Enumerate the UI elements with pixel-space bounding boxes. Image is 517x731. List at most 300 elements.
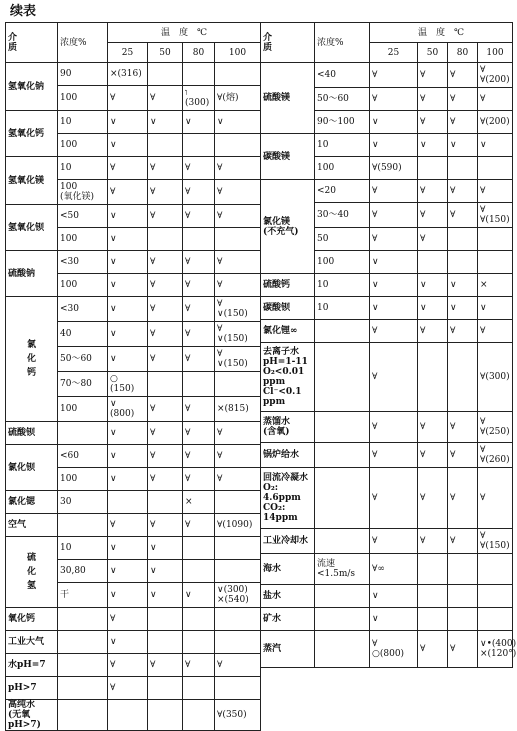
rating-cell: ∀ — [478, 468, 513, 529]
rating-cell: ∀ — [148, 274, 183, 297]
rating-cell: ∨ — [108, 205, 148, 228]
rating-cell: ∀(熔) — [215, 86, 261, 111]
rating-cell — [183, 63, 215, 86]
table-row — [261, 180, 513, 203]
rating-cell — [215, 677, 261, 700]
concentration-cell: 100 — [58, 274, 108, 297]
rating-cell: ∀ — [183, 468, 215, 491]
rating-cell: ∀ — [183, 157, 215, 180]
rating-cell: ∨ — [370, 608, 418, 631]
rating-cell: ∨ — [370, 251, 418, 274]
table-row — [261, 468, 513, 529]
rating-cell: ∀ — [148, 180, 183, 205]
concentration-cell — [315, 585, 370, 608]
rating-cell: ∨ — [448, 297, 478, 320]
concentration-cell: 干 — [58, 583, 108, 608]
rating-cell: ∀ — [183, 274, 215, 297]
rating-cell — [148, 700, 183, 731]
rating-cell: ∨•(400) ×(120°) — [478, 631, 513, 668]
rating-cell: ∀ — [183, 205, 215, 228]
table-row — [6, 608, 261, 631]
rating-cell: ∀ — [183, 514, 215, 537]
rating-cell: ∨ — [418, 297, 448, 320]
concentration-cell: 100 — [58, 468, 108, 491]
concentration-cell: 50～60 — [315, 88, 370, 111]
rating-cell — [183, 228, 215, 251]
concentration-cell: 90～100 — [315, 111, 370, 134]
rating-cell: ∨ — [148, 537, 183, 560]
concentration-cell: 10 — [315, 274, 370, 297]
rating-cell: ∀ — [215, 654, 261, 677]
rating-cell: ו (300) — [183, 86, 215, 111]
rating-cell: ∀ ○(800) — [370, 631, 418, 668]
rating-cell: ∀(590) — [370, 157, 418, 180]
rating-cell — [108, 491, 148, 514]
medium-cell: 氯化镁 (不充气) — [261, 180, 315, 274]
rating-cell — [148, 631, 183, 654]
rating-cell: ∀ — [418, 180, 448, 203]
rating-cell — [478, 228, 513, 251]
table-row — [261, 343, 513, 412]
rating-cell — [478, 554, 513, 585]
medium-cell: 氯化钡 — [6, 445, 58, 491]
header-temp-50: 50 — [418, 43, 448, 63]
rating-cell — [448, 251, 478, 274]
rating-cell: ∀ — [370, 412, 418, 443]
rating-cell — [183, 560, 215, 583]
rating-cell: ∀ — [148, 445, 183, 468]
medium-cell: pH>7 — [6, 677, 58, 700]
rating-cell: ×(316) — [108, 63, 148, 86]
table-row — [261, 443, 513, 468]
rating-cell — [215, 491, 261, 514]
table-row — [261, 554, 513, 585]
concentration-cell: 100 (氧化镁) — [58, 180, 108, 205]
rating-cell: ∨ (800) — [108, 397, 148, 422]
concentration-cell: 100 — [58, 134, 108, 157]
rating-cell: ∀ ∨(150) — [215, 297, 261, 322]
concentration-cell: 100 — [315, 157, 370, 180]
rating-cell: ∀ — [148, 514, 183, 537]
rating-cell: ∀ — [370, 180, 418, 203]
rating-cell — [418, 585, 448, 608]
table-row — [6, 297, 261, 322]
table-row — [6, 445, 261, 468]
rating-cell: ∀ — [148, 205, 183, 228]
rating-cell: ∀ — [418, 443, 448, 468]
rating-cell — [215, 134, 261, 157]
rating-cell: ∀(200) — [478, 111, 513, 134]
rating-cell — [418, 554, 448, 585]
table-row — [261, 63, 513, 88]
rating-cell: ∀ — [478, 88, 513, 111]
rating-cell: ∀ — [215, 468, 261, 491]
medium-vertical-label: 氯化钙 — [26, 340, 36, 378]
rating-cell: ∀ — [215, 251, 261, 274]
rating-cell — [148, 677, 183, 700]
rating-cell: ∀ ∀(250) — [478, 412, 513, 443]
rating-cell: ∀ — [183, 322, 215, 347]
rating-cell: ∨ — [148, 583, 183, 608]
rating-cell: ∀ — [370, 343, 418, 412]
rating-cell: ∀ — [215, 205, 261, 228]
right-corrosion-table — [260, 22, 517, 668]
medium-cell: 氢氧化镁 — [6, 157, 58, 205]
rating-cell: ∀ — [183, 422, 215, 445]
rating-cell: ∀ — [370, 63, 418, 88]
rating-cell: ∨ — [370, 274, 418, 297]
medium-cell: 锅炉给水 — [261, 443, 315, 468]
medium-cell: 工业冷却水 — [261, 529, 315, 554]
rating-cell: ∀ — [148, 654, 183, 677]
medium-cell: 回流冷凝水 O₂: 4.6ppm CO₂: 14ppm — [261, 468, 315, 529]
rating-cell: ∀ — [183, 347, 215, 372]
rating-cell: ∀ — [108, 180, 148, 205]
rating-cell: ∀ ∀(260) — [478, 443, 513, 468]
table-row — [6, 491, 261, 514]
rating-cell — [108, 700, 148, 731]
rating-cell: ∀ — [448, 180, 478, 203]
table-row — [261, 134, 513, 157]
table-row — [6, 63, 261, 86]
medium-cell: 矿水 — [261, 608, 315, 631]
table-row — [6, 111, 261, 134]
concentration-cell: 100 — [58, 86, 108, 111]
medium-cell: 氧化钙 — [6, 608, 58, 631]
rating-cell: ∨ — [215, 111, 261, 134]
concentration-cell — [58, 631, 108, 654]
rating-cell: ∀ — [183, 445, 215, 468]
rating-cell: ∨ — [108, 228, 148, 251]
header-medium: 介 质 — [6, 23, 58, 63]
rating-cell — [148, 372, 183, 397]
medium-cell: 盐水 — [261, 585, 315, 608]
rating-cell: ∀ ∀(150) — [478, 203, 513, 228]
rating-cell: ∀ — [418, 320, 448, 343]
medium-cell: 碳酸镁 — [261, 134, 315, 180]
rating-cell: ∀ — [108, 157, 148, 180]
rating-cell: ∨ — [478, 297, 513, 320]
table-row — [261, 274, 513, 297]
rating-cell: ∨ — [183, 583, 215, 608]
rating-cell: ∀ — [108, 514, 148, 537]
table-row — [261, 529, 513, 554]
rating-cell: ∨ — [108, 274, 148, 297]
concentration-cell: 100 — [58, 397, 108, 422]
rating-cell: ∀ — [418, 412, 448, 443]
concentration-cell — [315, 412, 370, 443]
rating-cell: ∀ — [448, 203, 478, 228]
rating-cell: ∀(300) — [478, 343, 513, 412]
header-temp-100: 100 — [215, 43, 261, 63]
rating-cell: ∀ — [183, 180, 215, 205]
medium-cell: 碳酸钡 — [261, 297, 315, 320]
rating-cell — [148, 491, 183, 514]
rating-cell — [448, 554, 478, 585]
rating-cell: ○ (150) — [108, 372, 148, 397]
rating-cell — [448, 157, 478, 180]
rating-cell — [215, 63, 261, 86]
rating-cell: ∨ — [370, 134, 418, 157]
rating-cell — [418, 157, 448, 180]
medium-cell: 水pH=7 — [6, 654, 58, 677]
rating-cell — [215, 228, 261, 251]
rating-cell — [448, 228, 478, 251]
header-temp-50: 50 — [148, 43, 183, 63]
concentration-cell — [315, 468, 370, 529]
rating-cell: ∨ — [183, 111, 215, 134]
concentration-cell — [315, 343, 370, 412]
rating-cell — [478, 251, 513, 274]
rating-cell: ∨ — [108, 560, 148, 583]
concentration-cell — [58, 514, 108, 537]
rating-cell: ∀ — [148, 347, 183, 372]
rating-cell — [183, 134, 215, 157]
rating-cell: ∀ — [448, 320, 478, 343]
medium-cell: 氢氧化钙 — [6, 111, 58, 157]
rating-cell: ∀ ∀(150) — [478, 529, 513, 554]
rating-cell: ∨ — [108, 347, 148, 372]
concentration-cell: 10 — [58, 537, 108, 560]
rating-cell: ∀ — [215, 445, 261, 468]
rating-cell: ∀ — [108, 608, 148, 631]
table-row — [261, 608, 513, 631]
medium-cell: 蒸汽 — [261, 631, 315, 668]
rating-cell: ∀ — [148, 297, 183, 322]
table-row — [6, 422, 261, 445]
rating-cell: ∀ — [418, 228, 448, 251]
medium-cell: 硫酸钡 — [6, 422, 58, 445]
rating-cell: ∀ — [183, 397, 215, 422]
medium-cell — [6, 537, 58, 608]
header-concentration: 浓度% — [315, 23, 370, 63]
medium-cell — [6, 297, 58, 422]
rating-cell: ∀ — [215, 180, 261, 205]
rating-cell: ∀ — [448, 412, 478, 443]
rating-cell — [478, 157, 513, 180]
rating-cell: ∀ ∨(150) — [215, 347, 261, 372]
rating-cell: ∨ — [478, 134, 513, 157]
rating-cell — [215, 372, 261, 397]
medium-cell: 硫酸钠 — [6, 251, 58, 297]
rating-cell: ∨ — [370, 585, 418, 608]
rating-cell: × — [478, 274, 513, 297]
rating-cell: ∀ — [418, 631, 448, 668]
rating-cell — [183, 700, 215, 731]
rating-cell — [418, 343, 448, 412]
table-row — [6, 654, 261, 677]
rating-cell: ∨ — [108, 322, 148, 347]
rating-cell: ∨ — [108, 111, 148, 134]
rating-cell — [478, 585, 513, 608]
rating-cell: ∀ — [418, 63, 448, 88]
rating-cell: ∀ — [478, 320, 513, 343]
concentration-cell: 30 — [58, 491, 108, 514]
rating-cell: ∀ — [183, 297, 215, 322]
rating-cell: ∨(300) ×(540) — [215, 583, 261, 608]
table-continued-heading: 续表 — [10, 4, 37, 19]
concentration-cell — [315, 631, 370, 668]
rating-cell — [215, 631, 261, 654]
medium-cell: 工业大气 — [6, 631, 58, 654]
rating-cell: ∨ — [108, 297, 148, 322]
concentration-cell: <20 — [315, 180, 370, 203]
rating-cell: ×(815) — [215, 397, 261, 422]
table-row — [6, 514, 261, 537]
rating-cell: ∀ — [215, 274, 261, 297]
concentration-cell: 10 — [58, 111, 108, 134]
rating-cell: ∀ — [448, 529, 478, 554]
concentration-cell — [315, 443, 370, 468]
rating-cell: ∀ — [448, 63, 478, 88]
medium-cell: 氯化锶 — [6, 491, 58, 514]
rating-cell — [448, 608, 478, 631]
rating-cell: ∨ — [448, 134, 478, 157]
rating-cell: ∀ — [370, 88, 418, 111]
table-row — [6, 251, 261, 274]
rating-cell: ∨ — [108, 631, 148, 654]
rating-cell: ∀ — [215, 157, 261, 180]
rating-cell — [215, 537, 261, 560]
rating-cell — [148, 134, 183, 157]
medium-cell: 空气 — [6, 514, 58, 537]
rating-cell: ∨ — [148, 111, 183, 134]
header-temperature: 温 度 ℃ — [108, 23, 261, 43]
concentration-cell: 50～60 — [58, 347, 108, 372]
table-row — [261, 631, 513, 668]
rating-cell — [148, 608, 183, 631]
concentration-cell — [315, 320, 370, 343]
rating-cell: ∀ — [418, 203, 448, 228]
rating-cell — [418, 251, 448, 274]
concentration-cell: 100 — [315, 251, 370, 274]
concentration-cell: <30 — [58, 297, 108, 322]
rating-cell: ∀ — [148, 322, 183, 347]
concentration-cell — [58, 677, 108, 700]
table-row — [6, 677, 261, 700]
rating-cell — [183, 608, 215, 631]
concentration-cell: 30,80 — [58, 560, 108, 583]
table-row — [261, 320, 513, 343]
rating-cell: ∀∞ — [370, 554, 418, 585]
rating-cell: ∀ — [370, 468, 418, 529]
rating-cell: ∨ — [370, 111, 418, 134]
rating-cell: ∀ — [148, 86, 183, 111]
header-concentration: 浓度% — [58, 23, 108, 63]
rating-cell: ∀ — [448, 468, 478, 529]
concentration-cell — [58, 700, 108, 731]
rating-cell: ∨ — [108, 583, 148, 608]
rating-cell — [478, 608, 513, 631]
concentration-cell: <50 — [58, 205, 108, 228]
rating-cell: ∨ — [108, 468, 148, 491]
rating-cell: ∨ — [108, 251, 148, 274]
rating-cell: ∨ — [448, 274, 478, 297]
concentration-cell — [58, 422, 108, 445]
table-row — [6, 205, 261, 228]
header-medium: 介 质 — [261, 23, 315, 63]
left-corrosion-table — [5, 22, 261, 731]
rating-cell — [448, 343, 478, 412]
rating-cell: ∀ — [418, 111, 448, 134]
rating-cell: ∀ — [108, 86, 148, 111]
concentration-cell: 50 — [315, 228, 370, 251]
medium-cell: 海水 — [261, 554, 315, 585]
table-row — [6, 537, 261, 560]
rating-cell: ∨ — [418, 134, 448, 157]
rating-cell: ∀(1090) — [215, 514, 261, 537]
medium-cell: 硫酸镁 — [261, 63, 315, 134]
header-temperature: 温 度 ℃ — [370, 23, 513, 43]
header-temp-100: 100 — [478, 43, 513, 63]
concentration-cell: 10 — [315, 297, 370, 320]
header-temp-80: 80 — [448, 43, 478, 63]
concentration-cell — [315, 608, 370, 631]
rating-cell: ∨ — [148, 560, 183, 583]
rating-cell: × — [183, 491, 215, 514]
medium-cell: 硫酸钙 — [261, 274, 315, 297]
rating-cell: ∀ — [448, 111, 478, 134]
concentration-cell: <40 — [315, 63, 370, 88]
concentration-cell: 流速 <1.5m/s — [315, 554, 370, 585]
table-row — [261, 412, 513, 443]
rating-cell — [215, 608, 261, 631]
rating-cell: ∀ — [370, 443, 418, 468]
rating-cell: ∀ — [448, 631, 478, 668]
rating-cell: ∨ — [108, 134, 148, 157]
concentration-cell: 100 — [58, 228, 108, 251]
rating-cell — [148, 228, 183, 251]
medium-vertical-label: 硫化氢 — [26, 553, 36, 591]
medium-cell: 氢氧化钠 — [6, 63, 58, 111]
rating-cell: ∀ — [108, 654, 148, 677]
medium-cell: 氢氧化钡 — [6, 205, 58, 251]
rating-cell: ∀ — [183, 251, 215, 274]
rating-cell — [215, 560, 261, 583]
header-temp-25: 25 — [108, 43, 148, 63]
rating-cell: ∀ — [418, 529, 448, 554]
rating-cell: ∨ — [108, 445, 148, 468]
rating-cell: ∀ — [448, 88, 478, 111]
rating-cell: ∀ — [148, 422, 183, 445]
concentration-cell: 30～40 — [315, 203, 370, 228]
rating-cell: ∀ — [370, 529, 418, 554]
rating-cell: ∀ — [370, 320, 418, 343]
table-row — [261, 297, 513, 320]
rating-cell: ∀ — [418, 88, 448, 111]
rating-cell: ∀ — [183, 654, 215, 677]
rating-cell: ∀ — [478, 180, 513, 203]
rating-cell: ∀ — [148, 468, 183, 491]
rating-cell: ∨ — [108, 422, 148, 445]
rating-cell: ∀ — [370, 228, 418, 251]
concentration-cell: 70～80 — [58, 372, 108, 397]
rating-cell — [148, 63, 183, 86]
medium-cell: 蒸馏水 (含氧) — [261, 412, 315, 443]
rating-cell — [183, 372, 215, 397]
concentration-cell: <30 — [58, 251, 108, 274]
concentration-cell: 40 — [58, 322, 108, 347]
concentration-cell: 10 — [315, 134, 370, 157]
rating-cell: ∀ ∀(200) — [478, 63, 513, 88]
rating-cell — [183, 631, 215, 654]
rating-cell: ∀ — [148, 397, 183, 422]
concentration-cell: 10 — [58, 157, 108, 180]
concentration-cell — [315, 529, 370, 554]
rating-cell: ∀(350) — [215, 700, 261, 731]
rating-cell: ∀ — [448, 443, 478, 468]
table-row — [6, 700, 261, 731]
